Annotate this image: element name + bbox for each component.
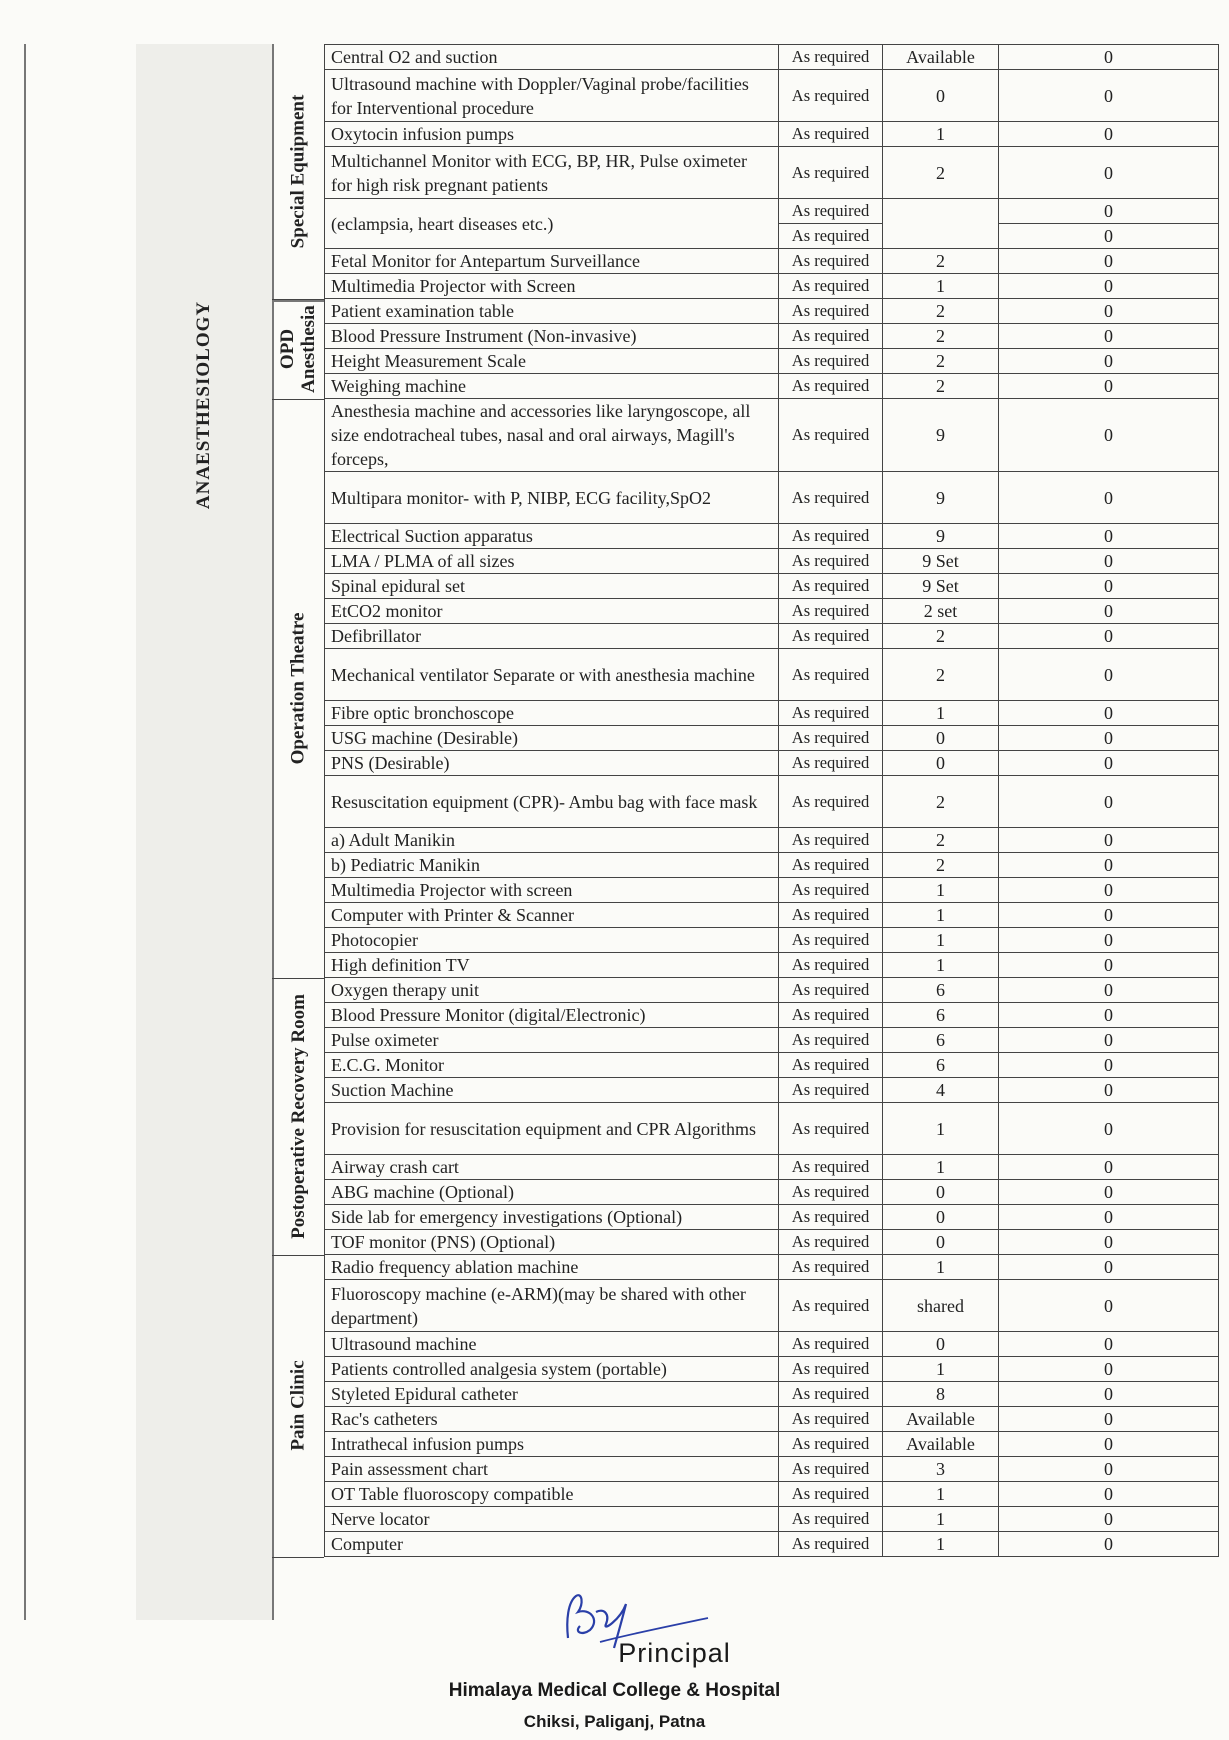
required-qty: As required	[779, 776, 883, 828]
table-row	[325, 1407, 1219, 1432]
shortfall-qty: 0	[999, 903, 1219, 928]
required-qty: As required	[779, 574, 883, 599]
available-qty: 0	[883, 726, 999, 751]
equipment-name: Provision for resuscitation equipment and CPR Algorithms	[325, 1103, 779, 1155]
table-row	[325, 649, 1219, 701]
equipment-name: Central O2 and suction	[325, 45, 779, 70]
equipment-name: Styleted Epidural catheter	[325, 1382, 779, 1407]
required-qty: As required	[779, 1532, 883, 1557]
available-qty: 2	[883, 374, 999, 399]
equipment-name: E.C.G. Monitor	[325, 1053, 779, 1078]
required-qty: As required	[779, 1432, 883, 1457]
shortfall-qty: 0	[999, 1103, 1219, 1155]
available-qty: 2	[883, 649, 999, 701]
required-qty: As required	[779, 1407, 883, 1432]
equipment-name: Computer with Printer & Scanner	[325, 903, 779, 928]
shortfall-qty: 0	[999, 1507, 1219, 1532]
equipment-name: ABG machine (Optional)	[325, 1180, 779, 1205]
equipment-name: Nerve locator	[325, 1507, 779, 1532]
table-row	[325, 978, 1219, 1003]
required-qty: As required	[779, 399, 883, 472]
table-row	[325, 399, 1219, 472]
available-qty: 2 set	[883, 599, 999, 624]
required-qty: As required	[779, 903, 883, 928]
footer-institution: Himalaya Medical College & Hospital	[448, 1680, 781, 1701]
shortfall-qty: 0	[999, 299, 1219, 324]
equipment-name: USG machine (Desirable)	[325, 726, 779, 751]
shortfall-qty: 0	[999, 878, 1219, 903]
shortfall-qty: 0	[999, 624, 1219, 649]
table-row	[325, 1532, 1219, 1557]
table-row	[325, 853, 1219, 878]
available-qty	[883, 199, 999, 249]
available-qty: 9	[883, 524, 999, 549]
table-row	[325, 1003, 1219, 1028]
section-label-ot	[272, 399, 324, 979]
available-qty: Available	[883, 45, 999, 70]
shortfall-qty: 0	[999, 701, 1219, 726]
table-row	[325, 1457, 1219, 1482]
required-qty: As required	[779, 147, 883, 199]
table-row	[325, 1280, 1219, 1332]
available-qty: 2	[883, 853, 999, 878]
required-qty: As required	[779, 349, 883, 374]
required-qty: As required	[779, 549, 883, 574]
table-row	[325, 1482, 1219, 1507]
available-qty: 6	[883, 1053, 999, 1078]
required-qty: As required	[779, 1180, 883, 1205]
equipment-name: Photocopier	[325, 928, 779, 953]
footer-address: Chiksi, Paliganj, Patna	[523, 1712, 706, 1731]
table-row	[325, 45, 1219, 70]
required-qty: As required	[779, 1028, 883, 1053]
table-row	[325, 199, 1219, 224]
available-qty: 1	[883, 953, 999, 978]
equipment-name: EtCO2 monitor	[325, 599, 779, 624]
required-qty: As required	[779, 751, 883, 776]
table-row	[325, 1205, 1219, 1230]
shortfall-qty: 0	[999, 953, 1219, 978]
table-row	[325, 1255, 1219, 1280]
table-row	[325, 624, 1219, 649]
shortfall-qty: 0	[999, 751, 1219, 776]
equipment-name: High definition TV	[325, 953, 779, 978]
table-row	[325, 349, 1219, 374]
equipment-name: Fibre optic bronchoscope	[325, 701, 779, 726]
equipment-name: Computer	[325, 1532, 779, 1557]
available-qty: 4	[883, 1078, 999, 1103]
available-qty: 0	[883, 1205, 999, 1230]
section-label-text: Pain Clinic	[287, 1360, 309, 1451]
shortfall-qty: 0	[999, 978, 1219, 1003]
required-qty: As required	[779, 649, 883, 701]
required-qty: As required	[779, 599, 883, 624]
shortfall-qty: 0	[999, 472, 1219, 524]
available-qty: 0	[883, 70, 999, 122]
equipment-name: Ultrasound machine	[325, 1332, 779, 1357]
shortfall-qty: 0	[999, 1332, 1219, 1357]
shortfall-qty: 0	[999, 524, 1219, 549]
shortfall-qty: 0	[999, 274, 1219, 299]
required-qty: As required	[779, 1382, 883, 1407]
available-qty: 1	[883, 928, 999, 953]
required-qty: As required	[779, 1205, 883, 1230]
shortfall-qty: 0	[999, 374, 1219, 399]
table-row	[325, 751, 1219, 776]
equipment-name: PNS (Desirable)	[325, 751, 779, 776]
available-qty: 2	[883, 249, 999, 274]
shortfall-qty: 0	[999, 1357, 1219, 1382]
equipment-name: Suction Machine	[325, 1078, 779, 1103]
required-qty: As required	[779, 978, 883, 1003]
required-qty: As required	[779, 1003, 883, 1028]
equipment-name: Oxytocin infusion pumps	[325, 122, 779, 147]
available-qty: 2	[883, 147, 999, 199]
table-row	[325, 1180, 1219, 1205]
required-qty: As required	[779, 701, 883, 726]
shortfall-qty: 0	[999, 1382, 1219, 1407]
table-row	[325, 274, 1219, 299]
shortfall-qty: 0	[999, 199, 1219, 224]
equipment-name: Side lab for emergency investigations (Optional)	[325, 1205, 779, 1230]
table-row	[325, 374, 1219, 399]
department-label	[136, 300, 272, 510]
section-label-pain	[272, 1255, 324, 1558]
available-qty: 1	[883, 274, 999, 299]
required-qty: As required	[779, 524, 883, 549]
table-row	[325, 1103, 1219, 1155]
available-qty: 1	[883, 1482, 999, 1507]
required-qty: As required	[779, 1482, 883, 1507]
shortfall-qty: 0	[999, 649, 1219, 701]
required-qty: As required	[779, 472, 883, 524]
available-qty: shared	[883, 1280, 999, 1332]
required-qty: As required	[779, 1507, 883, 1532]
section-label-text: Special Equipment	[287, 94, 309, 249]
equipment-name: Fetal Monitor for Antepartum Surveillance	[325, 249, 779, 274]
equipment-name: Radio frequency ablation machine	[325, 1255, 779, 1280]
required-qty: As required	[779, 199, 883, 224]
equipment-name: Weighing machine	[325, 374, 779, 399]
shortfall-qty: 0	[999, 349, 1219, 374]
section-label-text: OPD Anesthesia	[277, 304, 319, 393]
table-row	[325, 953, 1219, 978]
available-qty: 1	[883, 1255, 999, 1280]
shortfall-qty: 0	[999, 928, 1219, 953]
table-row	[325, 549, 1219, 574]
shortfall-qty: 0	[999, 776, 1219, 828]
table-row	[325, 1432, 1219, 1457]
shortfall-qty: 0	[999, 45, 1219, 70]
shortfall-qty: 0	[999, 1155, 1219, 1180]
required-qty: As required	[779, 224, 883, 249]
table-row	[325, 1053, 1219, 1078]
equipment-name: LMA / PLMA of all sizes	[325, 549, 779, 574]
table-row	[325, 1028, 1219, 1053]
table-row	[325, 1332, 1219, 1357]
shortfall-qty: 0	[999, 1482, 1219, 1507]
required-qty: As required	[779, 1332, 883, 1357]
required-qty: As required	[779, 624, 883, 649]
table-row	[325, 147, 1219, 199]
shortfall-qty: 0	[999, 574, 1219, 599]
table-row	[325, 828, 1219, 853]
available-qty: 2	[883, 349, 999, 374]
required-qty: As required	[779, 249, 883, 274]
table-row	[325, 524, 1219, 549]
equipment-name: Rac's catheters	[325, 1407, 779, 1432]
shortfall-qty: 0	[999, 1078, 1219, 1103]
required-qty: As required	[779, 1155, 883, 1180]
shortfall-qty: 0	[999, 1532, 1219, 1557]
equipment-name: Oxygen therapy unit	[325, 978, 779, 1003]
available-qty: 1	[883, 1507, 999, 1532]
section-label-special	[272, 45, 324, 300]
available-qty: 9	[883, 472, 999, 524]
available-qty: 0	[883, 1332, 999, 1357]
required-qty: As required	[779, 1053, 883, 1078]
available-qty: 2	[883, 299, 999, 324]
required-qty: As required	[779, 299, 883, 324]
equipment-name: (eclampsia, heart diseases etc.)	[325, 199, 779, 249]
table-row	[325, 574, 1219, 599]
required-qty: As required	[779, 1457, 883, 1482]
required-qty: As required	[779, 374, 883, 399]
margin-rule-left	[24, 44, 26, 1620]
shortfall-qty: 0	[999, 70, 1219, 122]
available-qty: 1	[883, 1103, 999, 1155]
equipment-name: Multichannel Monitor with ECG, BP, HR, Pulse oximeter for high risk pregnant patients	[325, 147, 779, 199]
shortfall-qty: 0	[999, 1280, 1219, 1332]
shortfall-qty: 0	[999, 122, 1219, 147]
available-qty: 2	[883, 624, 999, 649]
shortfall-qty: 0	[999, 1180, 1219, 1205]
required-qty: As required	[779, 853, 883, 878]
available-qty: 1	[883, 903, 999, 928]
required-qty: As required	[779, 1230, 883, 1255]
equipment-name: Defibrillator	[325, 624, 779, 649]
available-qty: 2	[883, 324, 999, 349]
available-qty: 2	[883, 776, 999, 828]
required-qty: As required	[779, 828, 883, 853]
available-qty: 9	[883, 399, 999, 472]
required-qty: As required	[779, 324, 883, 349]
table-row	[325, 1357, 1219, 1382]
department-name: ANAESTHESIOLOGY	[193, 300, 215, 510]
table-row	[325, 324, 1219, 349]
shortfall-qty: 0	[999, 726, 1219, 751]
table-row	[325, 1155, 1219, 1180]
equipment-name: Electrical Suction apparatus	[325, 524, 779, 549]
equipment-name: Anesthesia machine and accessories like laryngoscope, all size endotracheal tubes, nasal and oral airways, Magill's forceps,	[325, 399, 779, 472]
required-qty: As required	[779, 1255, 883, 1280]
equipment-name: TOF monitor (PNS) (Optional)	[325, 1230, 779, 1255]
equipment-name: Airway crash cart	[325, 1155, 779, 1180]
department-panel	[136, 44, 272, 1620]
table-row	[325, 928, 1219, 953]
equipment-name: Mechanical ventilator Separate or with anesthesia machine	[325, 649, 779, 701]
shortfall-qty: 0	[999, 1053, 1219, 1078]
equipment-name: Multimedia Projector with Screen	[325, 274, 779, 299]
shortfall-qty: 0	[999, 1003, 1219, 1028]
available-qty: 1	[883, 1532, 999, 1557]
table-row	[325, 1507, 1219, 1532]
shortfall-qty: 0	[999, 1205, 1219, 1230]
available-qty: 1	[883, 878, 999, 903]
required-qty: As required	[779, 1280, 883, 1332]
equipment-name: a) Adult Manikin	[325, 828, 779, 853]
equipment-table	[324, 44, 1219, 1557]
available-qty: 0	[883, 1230, 999, 1255]
table-row	[325, 122, 1219, 147]
available-qty: 6	[883, 1028, 999, 1053]
shortfall-qty: 0	[999, 1230, 1219, 1255]
available-qty: Available	[883, 1432, 999, 1457]
required-qty: As required	[779, 122, 883, 147]
available-qty: 3	[883, 1457, 999, 1482]
available-qty: 1	[883, 701, 999, 726]
table-row	[325, 878, 1219, 903]
shortfall-qty: 0	[999, 599, 1219, 624]
available-qty: 2	[883, 828, 999, 853]
table-row	[325, 70, 1219, 122]
required-qty: As required	[779, 45, 883, 70]
table-row	[325, 1382, 1219, 1407]
table-row	[325, 776, 1219, 828]
table-row	[325, 903, 1219, 928]
shortfall-qty: 0	[999, 853, 1219, 878]
equipment-name: Blood Pressure Instrument (Non-invasive)	[325, 324, 779, 349]
shortfall-qty: 0	[999, 224, 1219, 249]
available-qty: 1	[883, 1357, 999, 1382]
equipment-name: Pain assessment chart	[325, 1457, 779, 1482]
equipment-name: OT Table fluoroscopy compatible	[325, 1482, 779, 1507]
equipment-name: Spinal epidural set	[325, 574, 779, 599]
equipment-name: Height Measurement Scale	[325, 349, 779, 374]
table-row	[325, 249, 1219, 274]
table-row	[325, 1230, 1219, 1255]
shortfall-qty: 0	[999, 549, 1219, 574]
section-label-text: Operation Theatre	[287, 612, 309, 764]
shortfall-qty: 0	[999, 1255, 1219, 1280]
available-qty: 1	[883, 122, 999, 147]
table-row	[325, 701, 1219, 726]
shortfall-qty: 0	[999, 399, 1219, 472]
available-qty: 6	[883, 1003, 999, 1028]
equipment-name: Intrathecal infusion pumps	[325, 1432, 779, 1457]
shortfall-qty: 0	[999, 249, 1219, 274]
shortfall-qty: 0	[999, 324, 1219, 349]
available-qty: Available	[883, 1407, 999, 1432]
required-qty: As required	[779, 953, 883, 978]
required-qty: As required	[779, 878, 883, 903]
available-qty: 0	[883, 1180, 999, 1205]
shortfall-qty: 0	[999, 1432, 1219, 1457]
available-qty: 8	[883, 1382, 999, 1407]
table-row	[325, 599, 1219, 624]
equipment-name: Multipara monitor- with P, NIBP, ECG facility,SpO2	[325, 472, 779, 524]
required-qty: As required	[779, 1078, 883, 1103]
table-row	[325, 299, 1219, 324]
required-qty: As required	[779, 70, 883, 122]
required-qty: As required	[779, 928, 883, 953]
shortfall-qty: 0	[999, 1407, 1219, 1432]
shortfall-qty: 0	[999, 147, 1219, 199]
equipment-name: Blood Pressure Monitor (digital/Electronic)	[325, 1003, 779, 1028]
table-row	[325, 472, 1219, 524]
equipment-name: Ultrasound machine with Doppler/Vaginal probe/facilities for Interventional procedure	[325, 70, 779, 122]
equipment-name: Patients controlled analgesia system (portable)	[325, 1357, 779, 1382]
equipment-name: Fluoroscopy machine (e-ARM)(may be shared with other department)	[325, 1280, 779, 1332]
shortfall-qty: 0	[999, 828, 1219, 853]
required-qty: As required	[779, 274, 883, 299]
table-row	[325, 1078, 1219, 1103]
required-qty: As required	[779, 1103, 883, 1155]
equipment-name: Multimedia Projector with screen	[325, 878, 779, 903]
footer-role: Principal	[618, 1638, 731, 1668]
equipment-name: Pulse oximeter	[325, 1028, 779, 1053]
available-qty: 9 Set	[883, 574, 999, 599]
table-row	[325, 726, 1219, 751]
shortfall-qty: 0	[999, 1028, 1219, 1053]
shortfall-qty: 0	[999, 1457, 1219, 1482]
required-qty: As required	[779, 726, 883, 751]
equipment-name: Patient examination table	[325, 299, 779, 324]
section-label-opd	[272, 299, 324, 400]
equipment-name: Resuscitation equipment (CPR)- Ambu bag with face mask	[325, 776, 779, 828]
available-qty: 6	[883, 978, 999, 1003]
available-qty: 9 Set	[883, 549, 999, 574]
available-qty: 1	[883, 1155, 999, 1180]
section-label-text: Postoperative Recovery Room	[287, 993, 309, 1239]
section-label-por	[272, 978, 324, 1256]
required-qty: As required	[779, 1357, 883, 1382]
equipment-name: b) Pediatric Manikin	[325, 853, 779, 878]
available-qty: 0	[883, 751, 999, 776]
